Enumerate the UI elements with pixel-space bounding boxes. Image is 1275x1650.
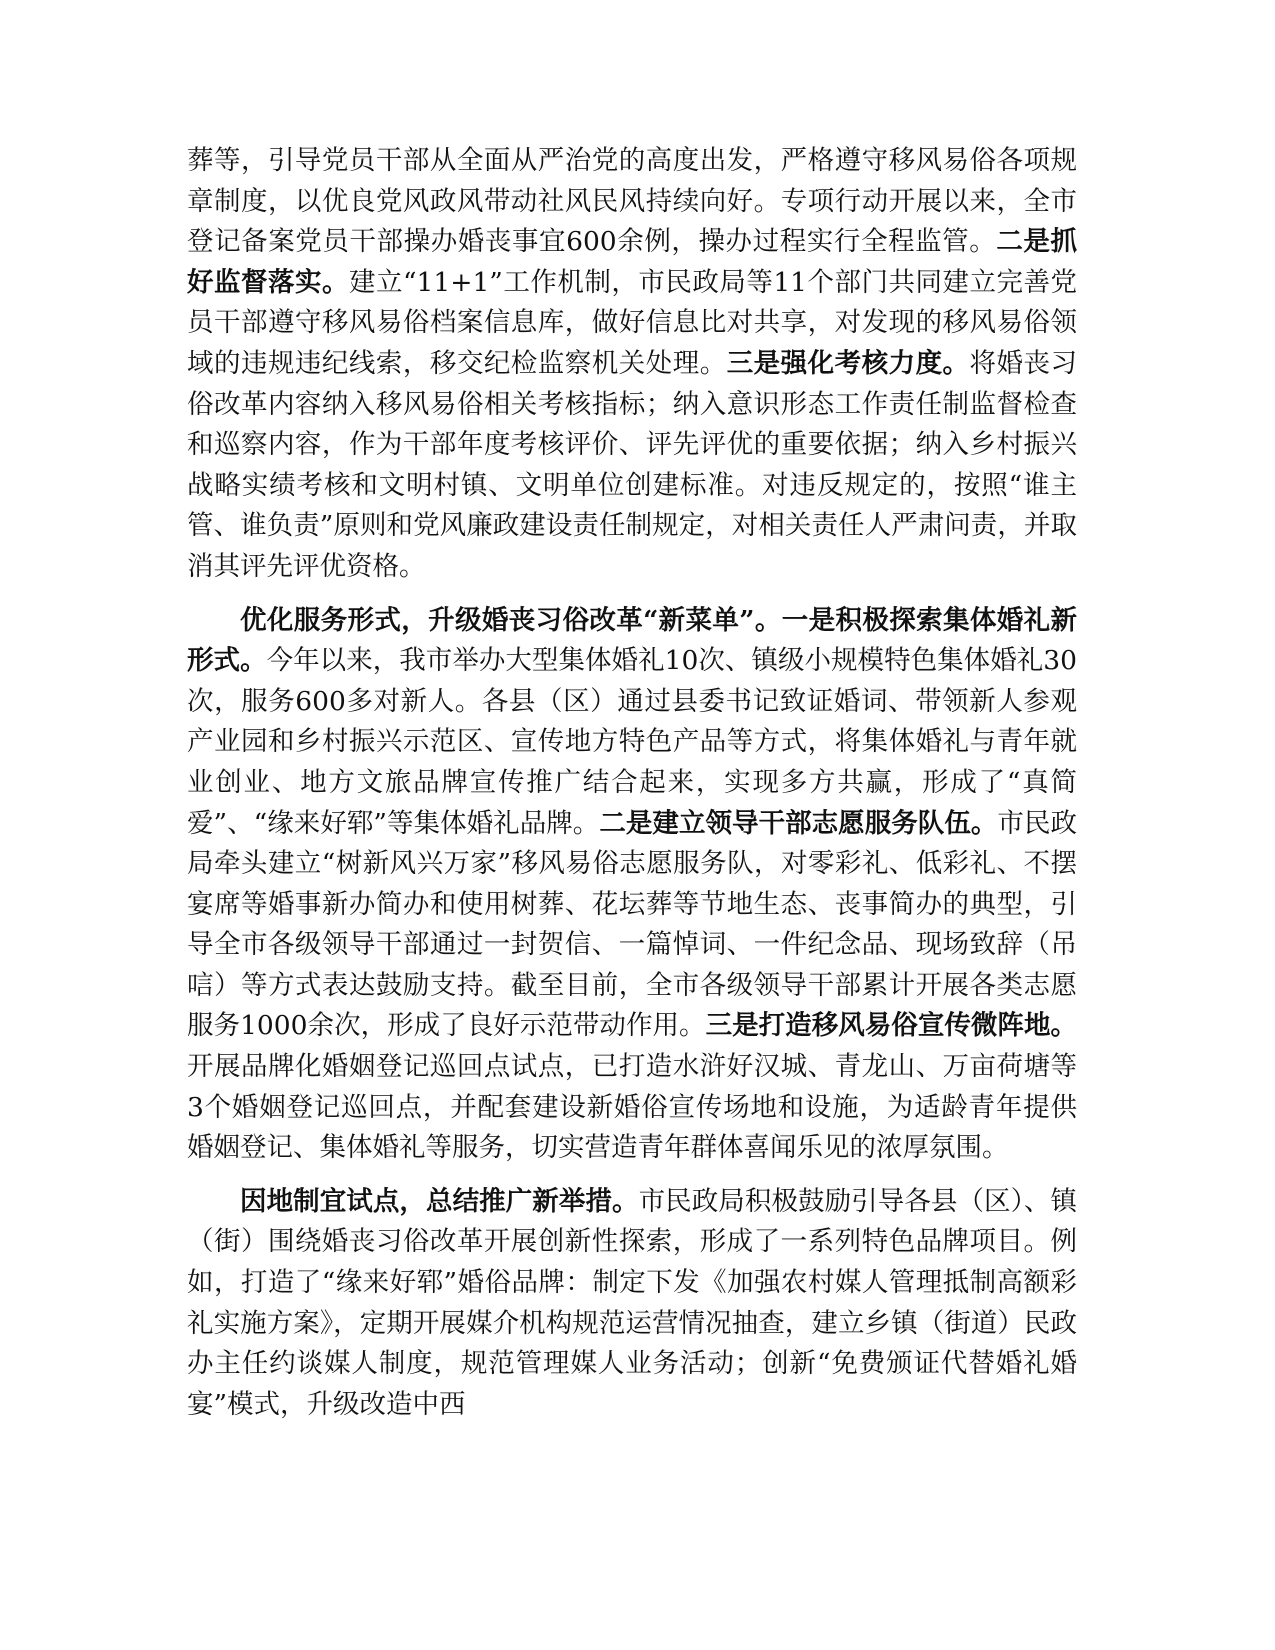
heading-service-forms: 优化服务形式，升级婚丧习俗改革“新菜单”。一是积极探索集体婚礼新形式。 [187, 604, 1077, 677]
paragraph-supervision [187, 141, 1077, 588]
heading-publicity: 三是打造移风易俗宣传微阵地。 [705, 1010, 1078, 1042]
paragraph-local-pilots [187, 1182, 1077, 1426]
text-run: 今年以来，我市举办大型集体婚礼10次、镇级小规模特色集体婚礼30次，服务600多对新人。各县（区）通过县委书记致证婚词、带领新人参观产业园和乡村振兴示范区、宣传地方特色产品等方式，将集体婚礼与青年就业创业、地方文旅品牌宣传推广结合起来，实现多方共赢，形成了“真简爱”、“缘来好郓”等集体婚礼品牌。 [187, 645, 1077, 839]
heading-supervision: 二是抓好监督落实。 [187, 226, 1077, 298]
heading-assessment: 三是强化考核力度。 [726, 347, 970, 379]
text-run: 葬等，引导党员干部从全面从严治党的高度出发，严格遵守移风易俗各项规章制度，以优良党风政风带动社风民风持续向好。专项行动开展以来，全市登记备案党员干部操办婚丧事宜600余例，操办过程实行全程监管。 [187, 145, 1077, 258]
text-run: 市民政局牵头建立“树新风兴万家”移风易俗志愿服务队，对零彩礼、低彩礼、不摆宴席等婚事新办简办和使用树葬、花坛葬等节地生态、丧事简办的典型，引导全市各级领导干部通过一封贺信、一篇悼词、一件纪念品、现场致辞（吊唁）等方式表达鼓励支持。截至目前，全市各级领导干部累计开展各类志愿服务1000余次，形成了良好示范带动作用。 [187, 807, 1078, 1042]
paragraph-service-forms [187, 601, 1077, 1169]
heading-local-pilots: 因地制宜试点，总结推广新举措。 [240, 1185, 639, 1217]
document-page [187, 141, 1077, 1425]
text-run: 建立“11+1”工作机制，市民政局等11个部门共同建立完善党员干部遵守移风易俗档案信息库，做好信息比对共享，对发现的移风易俗领域的违规违纪线索，移交纪检监察机关处理。 [187, 266, 1077, 379]
text-run: 将婚丧习俗改革内容纳入移风易俗相关考核指标；纳入意识形态工作责任制监督检查和巡察内容，作为干部年度考核评价、评先评优的重要依据；纳入乡村振兴战略实绩考核和文明村镇、文明单位创建标准。对违反规定的，按照“谁主管、谁负责”原则和党风廉政建设责任制规定，对相关责任人严肃问责，并取消其评先评优资格。 [187, 347, 1077, 582]
text-run: 开展品牌化婚姻登记巡回点试点，已打造水浒好汉城、青龙山、万亩荷塘等3个婚姻登记巡回点，并配套建设新婚俗宣传场地和设施，为适龄青年提供婚姻登记、集体婚礼等服务，切实营造青年群体喜闻乐见的浓厚氛围。 [187, 1051, 1077, 1164]
heading-volunteer-team: 二是建立领导干部志愿服务队伍。 [599, 807, 998, 839]
text-run: 市民政局积极鼓励引导各县（区）、镇（街）围绕婚丧习俗改革开展创新性探索，形成了一系列特色品牌项目。例如，打造了“缘来好郓”婚俗品牌：制定下发《加强农村媒人管理抵制高额彩礼实施方案》，定期开展媒介机构规范运营情况抽查，建立乡镇（街道）民政办主任约谈媒人制度，规范管理媒人业务活动；创新“免费颁证代替婚礼婚宴”模式，升级改造中西 [187, 1185, 1078, 1420]
